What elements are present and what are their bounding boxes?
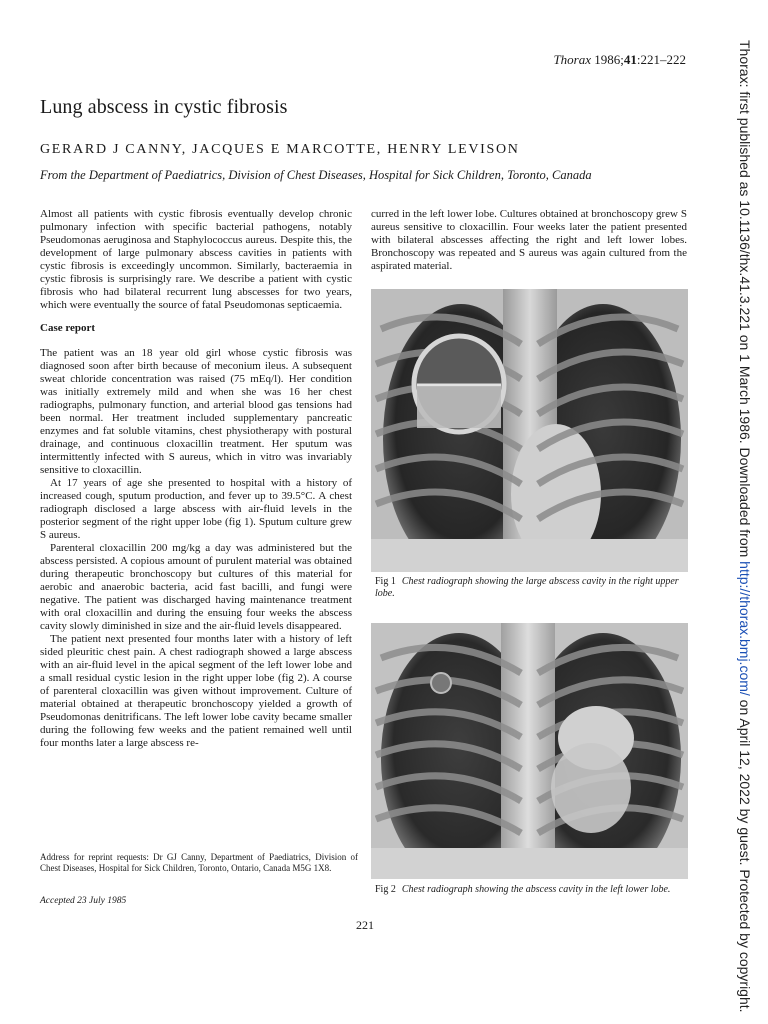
figure-1-radiograph: [371, 289, 688, 572]
case-paragraph-continued: curred in the left lower lobe. Cultures obtained at bronchoscopy grew S aureus sensitive to cloxacillin. Four weeks later the patient presented with bilateral abscesses affecting the right and left lower lobes. Bronchoscopy was repeated and S aureus was again cultured from the aspirated material.: [371, 208, 687, 272]
journal-volume: 41: [623, 52, 637, 67]
article-title: Lung abscess in cystic fibrosis: [40, 96, 288, 118]
section-heading: Case report: [40, 322, 96, 334]
article-authors: GERARD J CANNY, JACQUES E MARCOTTE, HENRY LEVISON: [40, 142, 520, 157]
reprint-address: Address for reprint requests: Dr GJ Canny, Department of Paediatrics, Division of Chest Diseases, Hospital for Sick Children, Toronto, Ontario, Canada M5G 1X8.: [40, 852, 358, 873]
figure-2-caption-text: Chest radiograph showing the abscess cavity in the left lower lobe.: [401, 884, 671, 895]
case-paragraph-1: The patient was an 18 year old girl whose cystic fibrosis was diagnosed soon after birth because of meconium ileus. A subsequent sweat chloride concentration was raised (75 mEq/l). Her condition was initially extremely mild and when she was 16 her chest radiographs, pulmonary function, and arterial blood gas tensions had been normal. Her treatment included supplementary pancreatic enzymes and fat soluble vitamins, chest physiotherapy with postural drainage, and continuous cloxacillin treatment. Her sputum was intermittently infected with S aureus, which in vitro was invariably sensitive to cloxacillin.: [40, 347, 352, 476]
case-paragraph-3: Parenteral cloxacillin 200 mg/kg a day was administered but the abscess persisted. A copious amount of purulent material was obtained during therapeutic bronchoscopy but cultures of this material for aerobic and anaerobic bacteria, acid fast bacilli, and fungi were negative. The patient was discharged having maintenance treatment with oral cloxacillin and during the ensuing four weeks the abscess cavity slowly diminished in size and the air-fluid levels disappeared.: [40, 542, 352, 632]
accepted-date: Accepted 23 July 1985: [40, 896, 127, 906]
right-column-text: [371, 208, 687, 273]
journal-year: 1986;: [594, 52, 624, 67]
journal-name: Thorax: [553, 52, 591, 67]
left-column: [40, 208, 352, 750]
page-number: 221: [356, 918, 374, 932]
figure-1-caption: [375, 576, 687, 600]
case-paragraph-4: The patient next presented four months later with a history of left sided pleuritic chest pain. A chest radiograph showed a large abscess with an air-fluid level in the apical segment of the left lower lobe and a small residual cystic lesion in the right upper lobe (fig 2). A course of parenteral cloxacillin was given without improvement. Culture of material obtained at therapeutic bronchoscopy yielded a growth of Pseudomonas denitrificans. The left lower lobe cavity became smaller during the following few weeks and the patient remained well until four months later a large abscess re-: [40, 633, 352, 749]
figure-1-label: Fig 1: [375, 576, 396, 587]
figure-2-caption: [375, 884, 687, 896]
case-paragraph-2: At 17 years of age she presented to hospital with a history of increased cough, sputum production, and fever up to 39.5°C. A chest radiograph disclosed a large abscess with air-fluid levels in the posterior segment of the right upper lobe (fig 1). Sputum culture grew S aureus.: [40, 477, 352, 541]
journal-pages: :221–222: [636, 52, 686, 67]
figure-2-radiograph: [371, 623, 688, 879]
side-note-suffix: on April 12, 2022 by guest. Protected by copyright.: [737, 695, 753, 1013]
journal-reference: [553, 52, 686, 68]
side-note-link[interactable]: http://thorax.bmj.com/: [737, 561, 753, 696]
figure-2-label: Fig 2: [375, 884, 396, 895]
intro-paragraph: Almost all patients with cystic fibrosis eventually develop chronic pulmonary infection with specific bacterial pathogens, notably Pseudomonas aeruginosa and Staphylococcus aureus. Despite this, the development of large pulmonary abscess cavities in patients with cystic fibrosis is exceedingly uncommon. Similarly, bacteraemia in cystic fibrosis is surprisingly rare. We describe a patient with cystic fibrosis who had bilateral recurrent lung abscesses for two years, which were eventually the source of fatal Pseudomonas septicaemia.: [40, 208, 352, 311]
side-note-prefix: Thorax: first published as 10.1136/thx.41.3.221 on 1 March 1986. Downloaded from: [737, 40, 753, 562]
copyright-side-note: [733, 40, 757, 1013]
figure-1-caption-text: Chest radiograph showing the large abscess cavity in the right upper lobe.: [375, 576, 679, 599]
article-affiliation: From the Department of Paediatrics, Division of Chest Diseases, Hospital for Sick Children, Toronto, Canada: [40, 168, 592, 182]
